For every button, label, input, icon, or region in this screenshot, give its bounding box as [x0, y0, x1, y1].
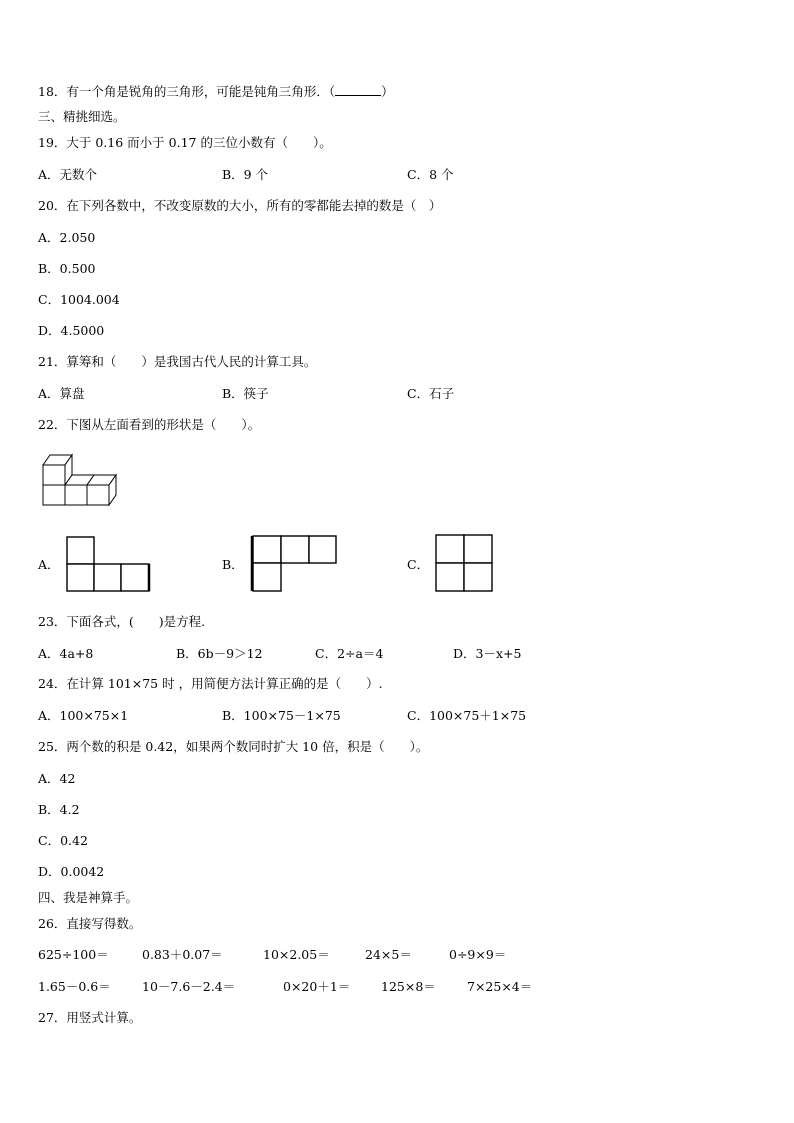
q22-option-b-label[interactable]: B．: [222, 557, 244, 572]
question-21-stem: 21．算筹和（ ）是我国古代人民的计算工具。: [38, 354, 317, 369]
q26-item[interactable]: 1.65－0.6＝: [38, 979, 111, 994]
section-4-heading: 四、我是神算手。: [38, 890, 139, 905]
q23-option-b[interactable]: B．6b－9＞12: [176, 646, 263, 661]
q24-option-b[interactable]: B．100×75－1×75: [222, 708, 341, 723]
question-23-stem: 23．下面各式，( )是方程.: [38, 614, 206, 629]
q19-option-c[interactable]: C．8 个: [407, 167, 454, 182]
q26-item[interactable]: 10×2.05＝: [263, 947, 330, 962]
q26-item[interactable]: 24×5＝: [365, 947, 412, 962]
q22-option-c-shape[interactable]: [434, 533, 494, 593]
q23-option-a[interactable]: A．4a+8: [38, 646, 94, 661]
section-3-heading: 三、精挑细选。: [38, 109, 126, 124]
q21-option-c[interactable]: C．石子: [407, 386, 455, 401]
question-26-stem: 26．直接写得数。: [38, 916, 142, 931]
answer-blank[interactable]: [335, 83, 381, 96]
q19-option-b[interactable]: B．9 个: [222, 167, 269, 182]
q18-text: 18．有一个角是锐角的三角形，可能是钝角三角形．（: [38, 84, 336, 99]
q26-item[interactable]: 0.83＋0.07＝: [142, 947, 223, 962]
question-25-stem: 25．两个数的积是 0.42，如果两个数同时扩大 10 倍，积是（ ）。: [38, 739, 429, 754]
q25-option-c[interactable]: C．0.42: [38, 833, 88, 848]
q22-option-a-label[interactable]: A．: [38, 557, 60, 572]
question-18: [38, 83, 394, 100]
q20-option-a[interactable]: A．2.050: [38, 230, 96, 245]
q25-option-b[interactable]: B．4.2: [38, 802, 80, 817]
q19-option-a[interactable]: A．无数个: [38, 167, 98, 182]
q21-option-a[interactable]: A．算盘: [38, 386, 85, 401]
q22-option-a-shape[interactable]: [66, 536, 152, 592]
q20-option-d[interactable]: D．4.5000: [38, 323, 105, 338]
q25-option-a[interactable]: A．42: [38, 771, 76, 786]
q22-option-b-shape[interactable]: [250, 535, 338, 593]
question-27-stem: 27．用竖式计算。: [38, 1010, 142, 1025]
q20-option-b[interactable]: B．0.500: [38, 261, 96, 276]
cube-stack-figure: [38, 450, 118, 510]
q26-item[interactable]: 7×25×4＝: [467, 979, 533, 994]
q22-option-c-label[interactable]: C．: [407, 557, 430, 572]
q21-option-b[interactable]: B．筷子: [222, 386, 269, 401]
q26-item[interactable]: 0×20＋1＝: [283, 979, 351, 994]
q23-option-c[interactable]: C．2÷a＝4: [315, 646, 384, 661]
q24-option-c[interactable]: C．100×75＋1×75: [407, 708, 527, 723]
q26-item[interactable]: 0÷9×9＝: [449, 947, 507, 962]
q26-item[interactable]: 125×8＝: [381, 979, 436, 994]
question-24-stem: 24．在计算 101×75 时 ，用简便方法计算正确的是（ ）.: [38, 676, 383, 691]
q20-option-c[interactable]: C．1004.004: [38, 292, 120, 307]
question-22-stem: 22．下图从左面看到的形状是（ ）。: [38, 417, 261, 432]
q26-item[interactable]: 10－7.6－2.4＝: [142, 979, 236, 994]
q26-item[interactable]: 625÷100＝: [38, 947, 109, 962]
q25-option-d[interactable]: D．0.0042: [38, 864, 105, 879]
q24-option-a[interactable]: A．100×75×1: [38, 708, 129, 723]
question-20-stem: 20．在下列各数中，不改变原数的大小，所有的零都能去掉的数是（ ）: [38, 198, 442, 213]
q18-close: ）: [381, 84, 394, 99]
q23-option-d[interactable]: D．3－x+5: [453, 646, 522, 661]
question-19-stem: 19．大于 0.16 而小于 0.17 的三位小数有（ ）。: [38, 135, 332, 150]
